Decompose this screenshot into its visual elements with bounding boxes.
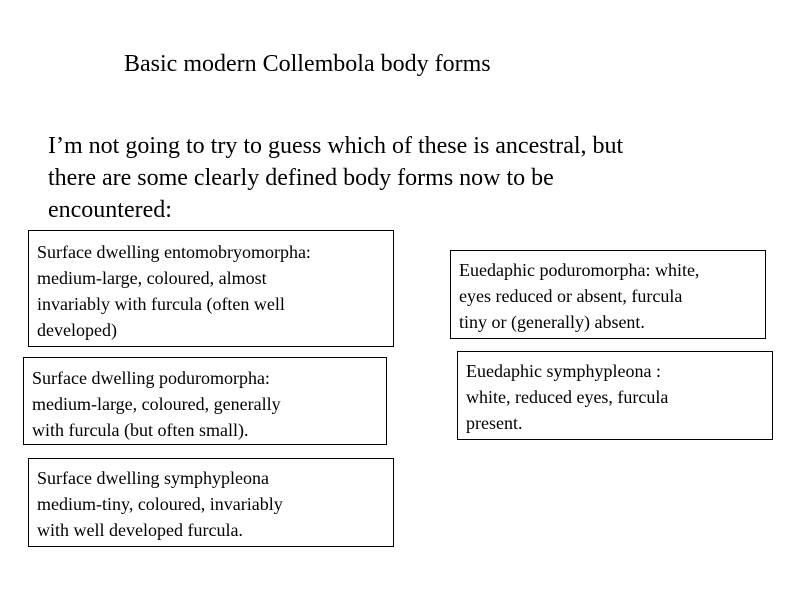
text-box-line: present. [466, 413, 523, 433]
text-box-euedaphic-poduromorpha [450, 250, 766, 339]
text-box-euedaphic-symphypleona [457, 351, 773, 440]
intro-line: there are some clearly defined body forms now to be [48, 165, 554, 191]
text-box-line: white, reduced eyes, furcula [466, 387, 669, 407]
text-box-surface-symphypleona [28, 458, 394, 547]
slide-title: Basic modern Collembola body forms [124, 51, 491, 77]
text-box-line: Euedaphic poduromorpha: white, [459, 260, 700, 280]
text-box-line: Surface dwelling entomobryomorpha: [37, 242, 311, 262]
text-box-line: Euedaphic symphypleona : [466, 361, 661, 381]
text-box-line: medium-large, coloured, generally [32, 394, 281, 414]
text-box-surface-entomobryomorpha [28, 230, 394, 347]
text-box-line: developed) [37, 320, 117, 340]
intro-text [48, 130, 748, 226]
text-box-line: Surface dwelling symphypleona [37, 468, 269, 488]
text-box-line: with furcula (but often small). [32, 420, 249, 440]
text-box-surface-poduromorpha [23, 357, 387, 445]
intro-line: I’m not going to try to guess which of these is ancestral, but [48, 133, 624, 159]
text-box-line: invariably with furcula (often well [37, 294, 285, 314]
text-box-line: eyes reduced or absent, furcula [459, 286, 683, 306]
text-box-line: Surface dwelling poduromorpha: [32, 368, 270, 388]
text-box-line: with well developed furcula. [37, 520, 243, 540]
text-box-line: tiny or (generally) absent. [459, 312, 645, 332]
intro-line: encountered: [48, 197, 172, 223]
text-box-line: medium-tiny, coloured, invariably [37, 494, 283, 514]
text-box-line: medium-large, coloured, almost [37, 268, 267, 288]
